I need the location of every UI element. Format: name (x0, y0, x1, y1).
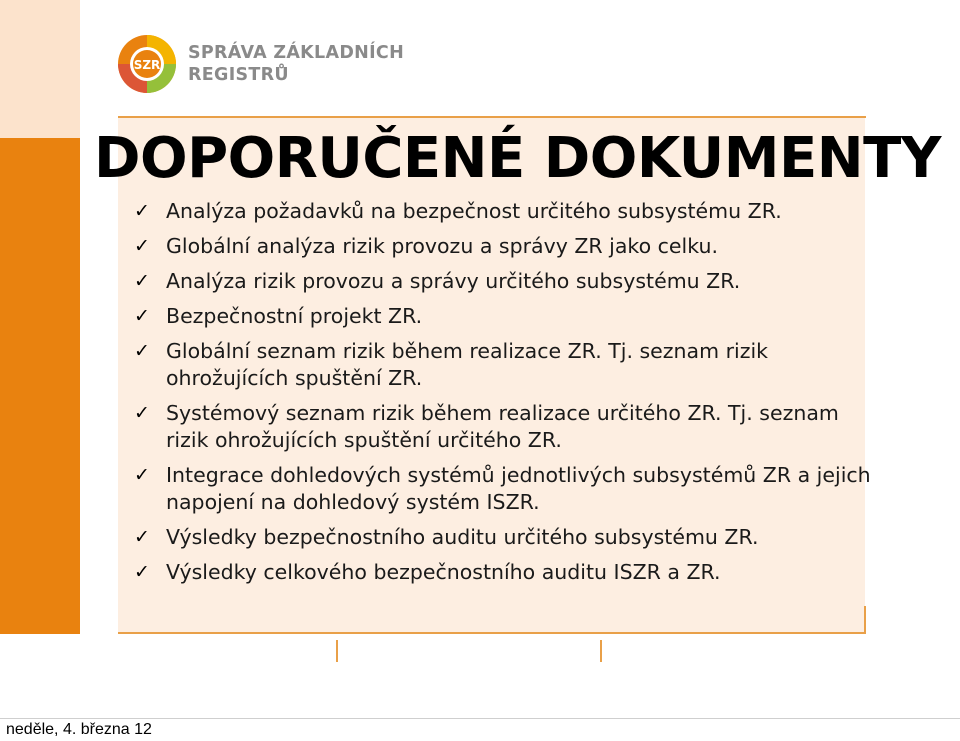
list-item-text: Globální seznam rizik během realizace ZR. Tj. seznam rizik ohrožujících spuštění ZR. (166, 339, 769, 390)
list-item-text: Analýza požadavků na bezpečnost určitého subsystému ZR. (166, 199, 782, 223)
list-item (134, 233, 874, 260)
list-item (134, 559, 874, 586)
list-item (134, 462, 874, 516)
panel-tick-left (336, 640, 338, 662)
list-item (134, 524, 874, 551)
list-item-text: Výsledky celkového bezpečnostního auditu ISZR a ZR. (166, 560, 721, 584)
list-item (134, 338, 874, 392)
slide-title: DOPORUČENÉ DOKUMENTY (94, 126, 941, 191)
logo-monogram: SZR (133, 58, 161, 72)
list-item (134, 400, 874, 454)
check-icon: ✓ (134, 235, 150, 257)
logo-text (188, 42, 404, 86)
check-icon: ✓ (134, 200, 150, 222)
panel-bottom-rule (118, 632, 866, 634)
check-icon: ✓ (134, 270, 150, 292)
list-item-text: Integrace dohledových systémů jednotlivých subsystémů ZR a jejich napojení na dohledový systém ISZR. (166, 463, 871, 514)
bottom-bar (0, 718, 960, 741)
side-band-light (0, 0, 80, 138)
check-icon: ✓ (134, 526, 150, 548)
list-item-text: Výsledky bezpečnostního auditu určitého subsystému ZR. (166, 525, 759, 549)
check-icon: ✓ (134, 561, 150, 583)
szr-logo (116, 33, 404, 95)
check-icon: ✓ (134, 340, 150, 362)
list-item (134, 303, 874, 330)
check-icon: ✓ (134, 305, 150, 327)
check-icon: ✓ (134, 402, 150, 424)
panel-right-tick (864, 606, 866, 632)
list-item-text: Globální analýza rizik provozu a správy ZR jako celku. (166, 234, 718, 258)
panel-tick-right (600, 640, 602, 662)
logo-line-1: SPRÁVA ZÁKLADNÍCH (188, 43, 405, 63)
list-item-text: Bezpečnostní projekt ZR. (166, 304, 423, 328)
side-band-orange (0, 138, 80, 634)
list-item-text: Systémový seznam rizik během realizace určitého ZR. Tj. seznam rizik ohrožujících spuštění určitého ZR. (166, 401, 839, 452)
date-label: neděle, 4. března 12 (6, 721, 152, 738)
szr-logo-icon (116, 33, 178, 95)
logo-line-2: REGISTRŮ (188, 65, 289, 85)
list-item (134, 268, 874, 295)
check-icon: ✓ (134, 464, 150, 486)
list-item (134, 198, 874, 225)
document-list (134, 198, 874, 594)
list-item-text: Analýza rizik provozu a správy určitého subsystému ZR. (166, 269, 741, 293)
panel-top-rule (118, 116, 866, 118)
